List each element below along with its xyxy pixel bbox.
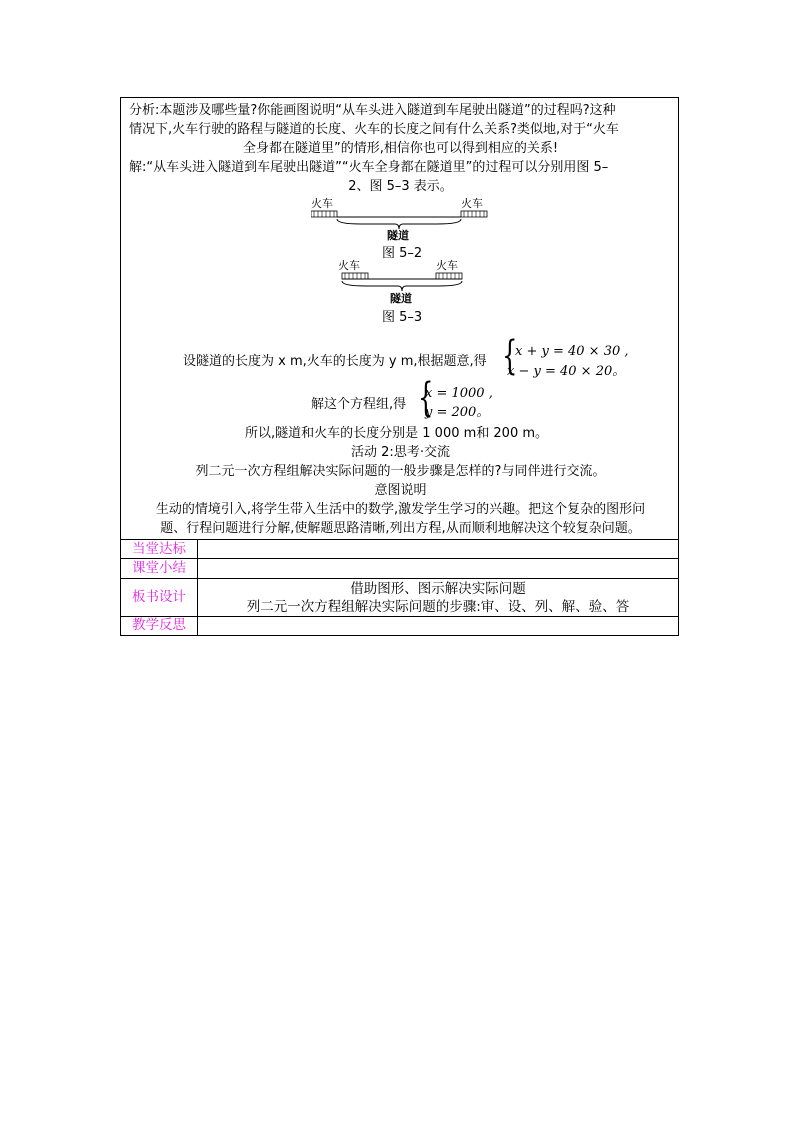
- figure-5-2-diagram: [311, 196, 491, 241]
- intent-line-2: 题、行程问题进行分解,使解题思路清晰,列出方程,从而顺利地解决这个较复杂问题。: [160, 521, 641, 536]
- intent-title: 意图说明: [374, 483, 427, 498]
- board-design-line-1: 借助图形、图示解决实际问题: [350, 581, 526, 597]
- fig1-tunnel-brace: [337, 219, 461, 229]
- fig1-train-right-icon: [461, 211, 487, 217]
- analysis-line-3: 全身都在隧道里”的情形,相信你也可以得到相应的关系!: [242, 141, 559, 156]
- answer-y: y = 200。: [425, 405, 490, 420]
- analysis-cell: [121, 98, 678, 540]
- row-label-reflection: 教学反思: [121, 617, 198, 635]
- solution-intro-line-1: 解:“从车头进入隧道到车尾驶出隧道”“火车全身都在隧道里”的过程可以分别用图 5–: [129, 160, 609, 175]
- fig2-train-right-label: 火车: [436, 259, 458, 272]
- lesson-table: [120, 97, 679, 636]
- activity-question: 列二元一次方程组解决实际问题的一般步骤是怎样的?与同伴进行交流。: [195, 464, 606, 479]
- row-label-board-design: 板书设计: [121, 579, 198, 616]
- row-summary: [121, 559, 678, 579]
- fig1-train-left-label: 火车: [311, 197, 333, 210]
- equation-1: x + y = 40 × 30 ,: [515, 344, 629, 359]
- row-label-summary: 课堂小结: [121, 559, 198, 578]
- activity-title: 活动 2:思考·交流: [351, 445, 450, 460]
- equation-2: x − y = 40 × 20。: [507, 364, 626, 379]
- intent-line-1: 生动的情境引入,将学生带入生活中的数学,激发学生学习的兴趣。把这个复杂的图形问: [155, 502, 646, 517]
- figure-5-3-caption: 图 5–3: [382, 310, 423, 325]
- solution-intro-line-2: 2、图 5–3 表示。: [348, 179, 453, 194]
- row-label-practice: 当堂达标: [121, 540, 198, 558]
- answer-brace: {: [418, 375, 434, 421]
- row-board-design: [121, 579, 678, 617]
- fig2-tunnel-brace: [342, 281, 462, 291]
- board-design-line-2: 列二元一次方程组解决实际问题的步骤:审、设、列、解、验、答: [246, 599, 630, 615]
- figure-5-2-caption: 图 5–2: [382, 246, 423, 261]
- analysis-line-1: 分析:本题涉及哪些量?你能画图说明“从车头进入隧道到车尾驶出隧道”的过程吗?这种: [129, 103, 616, 118]
- figure-5-3-diagram: [336, 257, 476, 307]
- row-reflection: [121, 617, 678, 635]
- fig1-tunnel-label: 隧道: [387, 229, 409, 241]
- answer-x: x = 1000 ,: [425, 386, 493, 401]
- fig2-train-left-icon: [342, 273, 368, 279]
- setup-text: 设隧道的长度为 x m,火车的长度为 y m,根据题意,得: [183, 354, 487, 369]
- fig2-tunnel-label: 隧道: [390, 292, 412, 305]
- fig1-train-left-icon: [311, 211, 337, 217]
- fig1-train-right-label: 火车: [461, 197, 483, 210]
- conclusion-text: 所以,隧道和火车的长度分别是 1 000 m和 200 m。: [245, 426, 549, 441]
- row-practice: [121, 540, 678, 559]
- analysis-line-2: 情况下,火车行驶的路程与隧道的长度、火车的长度之间有什么关系?类似地,对于“火车: [129, 122, 619, 137]
- solve-text: 解这个方程组,得: [311, 397, 407, 412]
- fig2-train-left-label: 火车: [338, 259, 360, 272]
- system-brace: {: [502, 333, 518, 379]
- fig2-train-right-icon: [436, 273, 462, 279]
